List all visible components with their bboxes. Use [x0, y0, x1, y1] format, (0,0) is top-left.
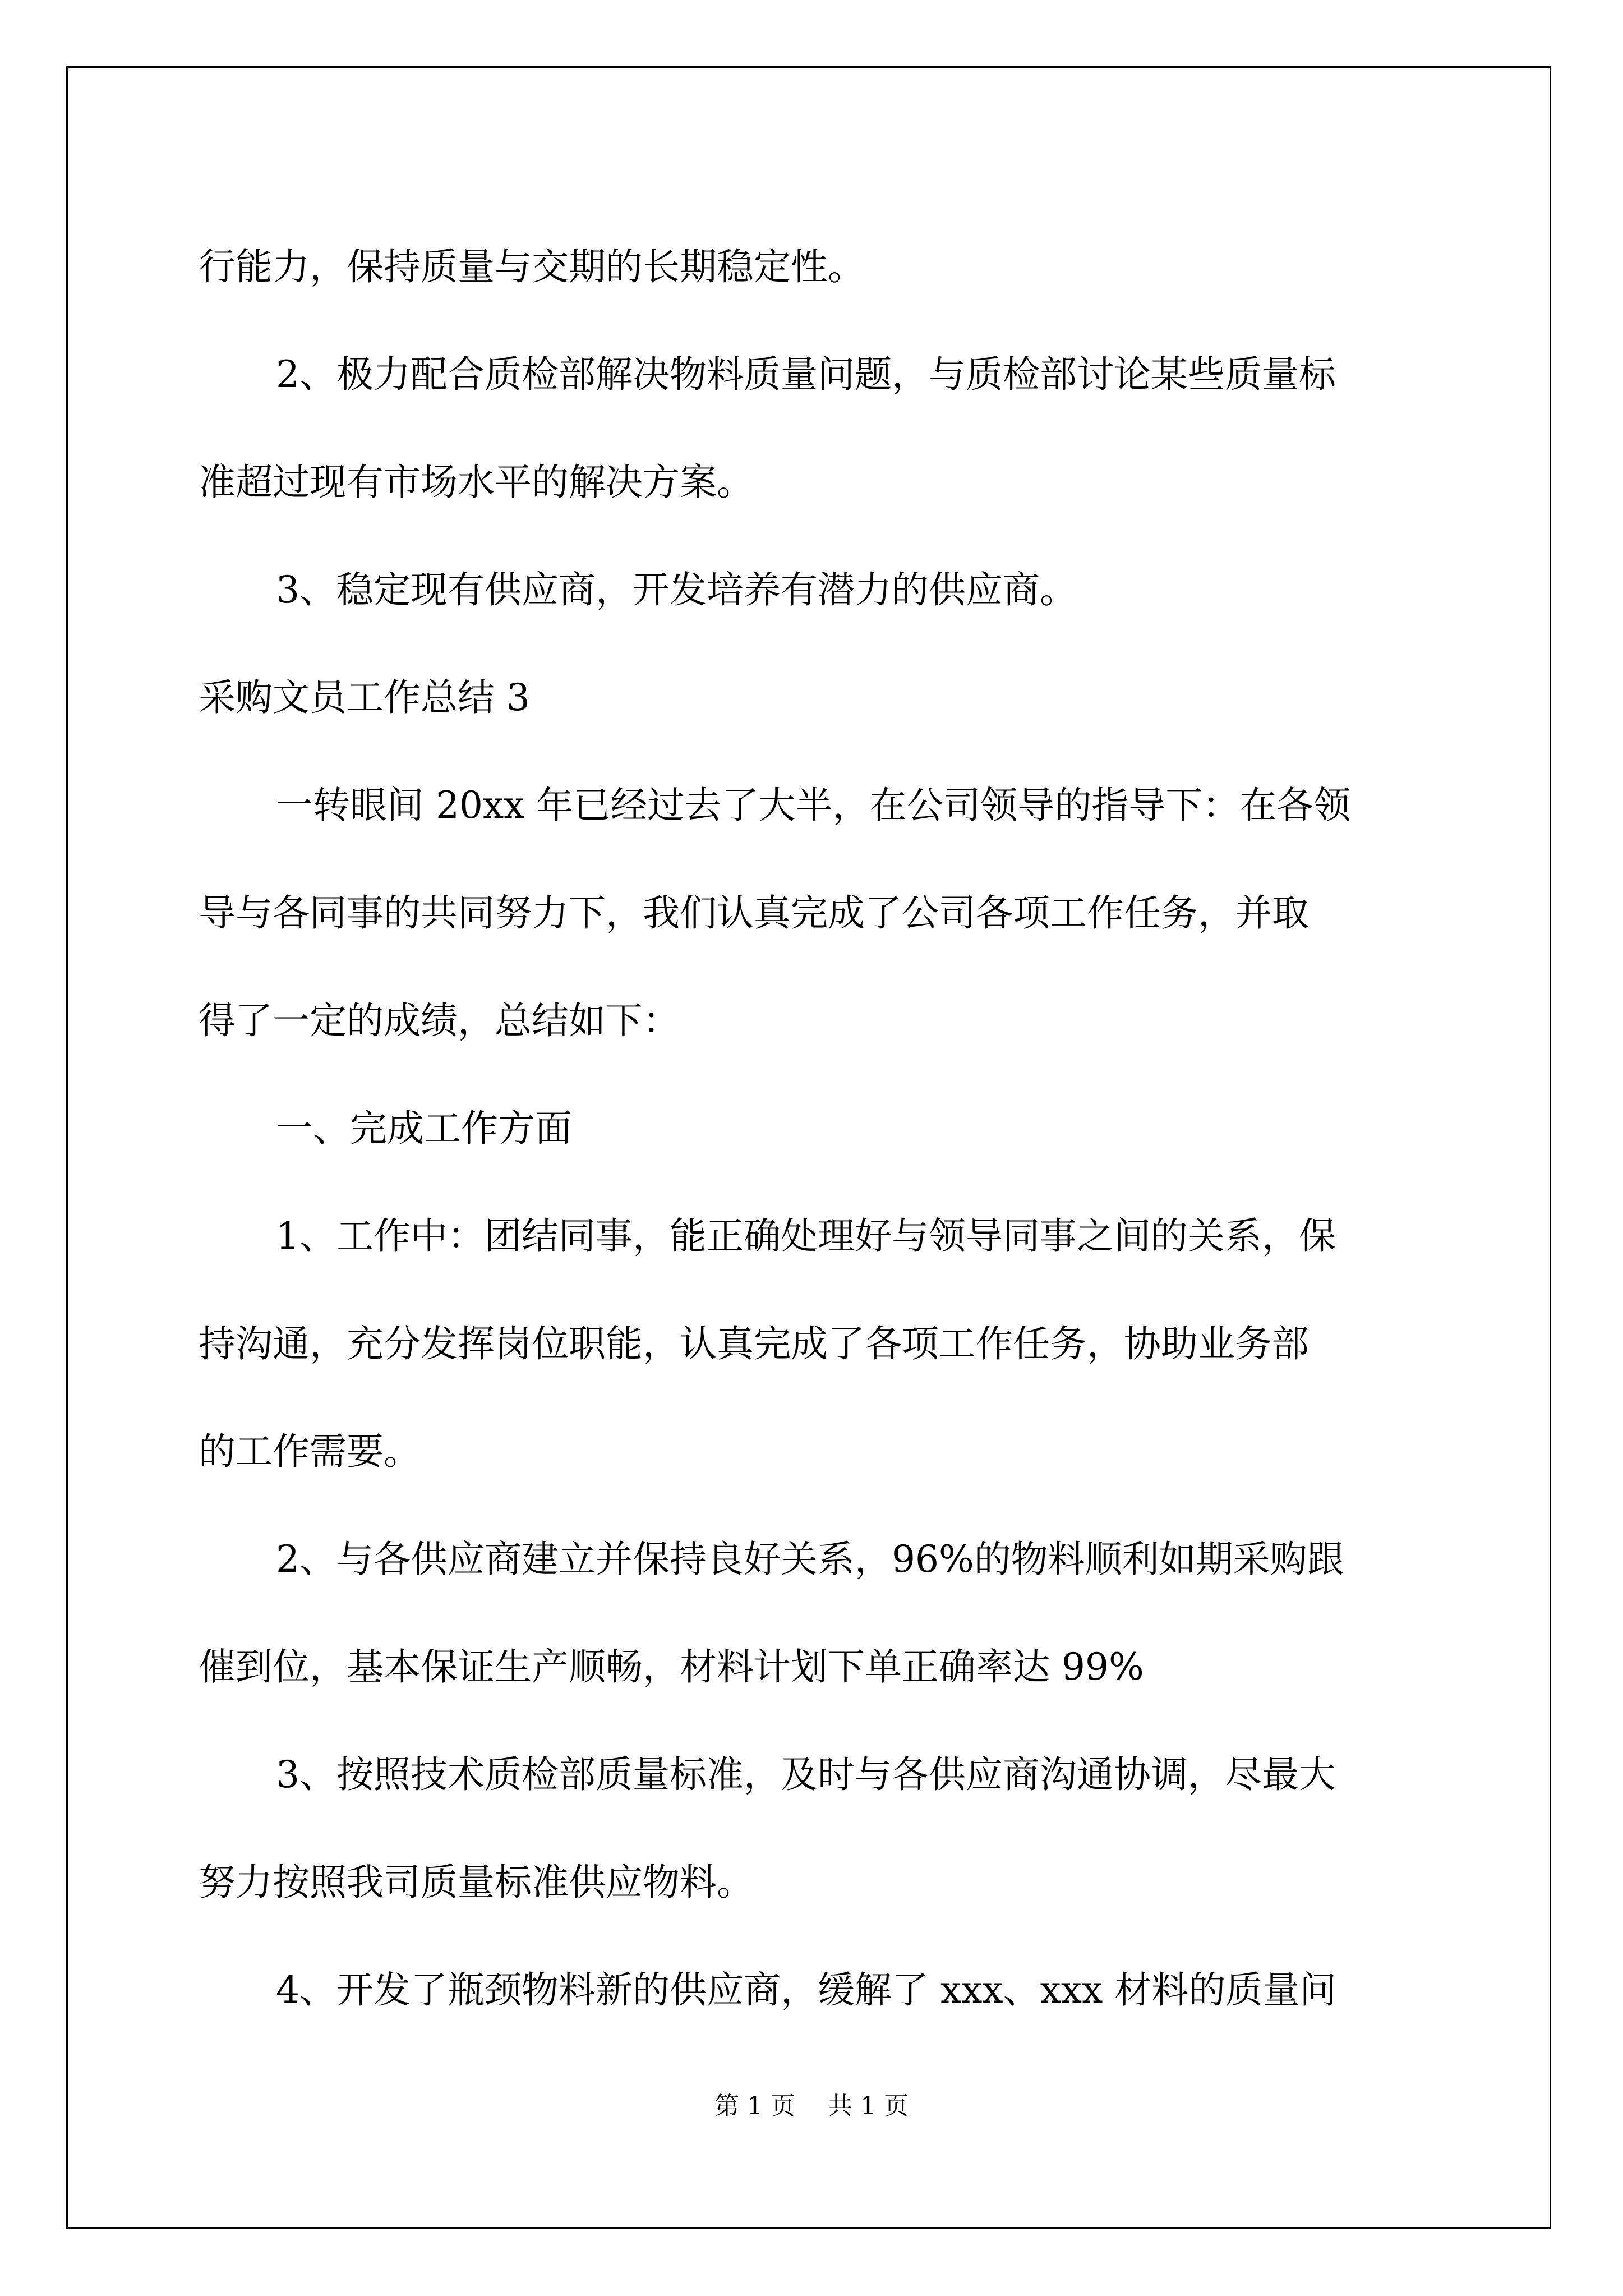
line-15: 3、按照技术质检部质量标准，及时与各供应商沟通协调，尽最大	[276, 1753, 1336, 1796]
page-total: 共 1 页	[828, 2092, 909, 2120]
line-10: 1、工作中：团结同事，能正确处理好与领导同事之间的关系，保	[276, 1214, 1336, 1258]
line-17: 4、开发了瓶颈物料新的供应商，缓解了 xxx、xxx 材料的质量问	[276, 1968, 1337, 2012]
line-7: 导与各同事的共同努力下，我们认真完成了公司各项工作任务，并取	[199, 891, 1309, 935]
line-11: 持沟通，充分发挥岗位职能，认真完成了各项工作任务，协助业务部	[199, 1322, 1309, 1365]
line-12: 的工作需要。	[199, 1430, 421, 1473]
line-3: 准超过现有市场水平的解决方案。	[199, 461, 754, 504]
line-16: 努力按照我司质量标准供应物料。	[199, 1861, 754, 1904]
document-body	[199, 213, 1423, 2044]
section-heading: 采购文员工作总结 3	[199, 676, 530, 719]
line-1: 行能力，保持质量与交期的长期稳定性。	[199, 245, 865, 288]
line-8: 得了一定的成绩，总结如下：	[199, 999, 680, 1042]
line-4: 3、稳定现有供应商，开发培养有潜力的供应商。	[276, 568, 1077, 611]
page-number: 第 1 页	[714, 2092, 795, 2120]
subheading: 一、完成工作方面	[276, 1107, 572, 1150]
line-14: 催到位，基本保证生产顺畅，材料计划下单正确率达 99%	[199, 1645, 1144, 1688]
line-13: 2、与各供应商建立并保持良好关系，96%的物料顺利如期采购跟	[276, 1538, 1344, 1581]
page-footer	[0, 2090, 1623, 2123]
line-6: 一转眼间 20xx 年已经过去了大半，在公司领导的指导下：在各领	[276, 784, 1351, 827]
line-2: 2、极力配合质检部解决物料质量问题，与质检部讨论某些质量标	[276, 353, 1336, 396]
